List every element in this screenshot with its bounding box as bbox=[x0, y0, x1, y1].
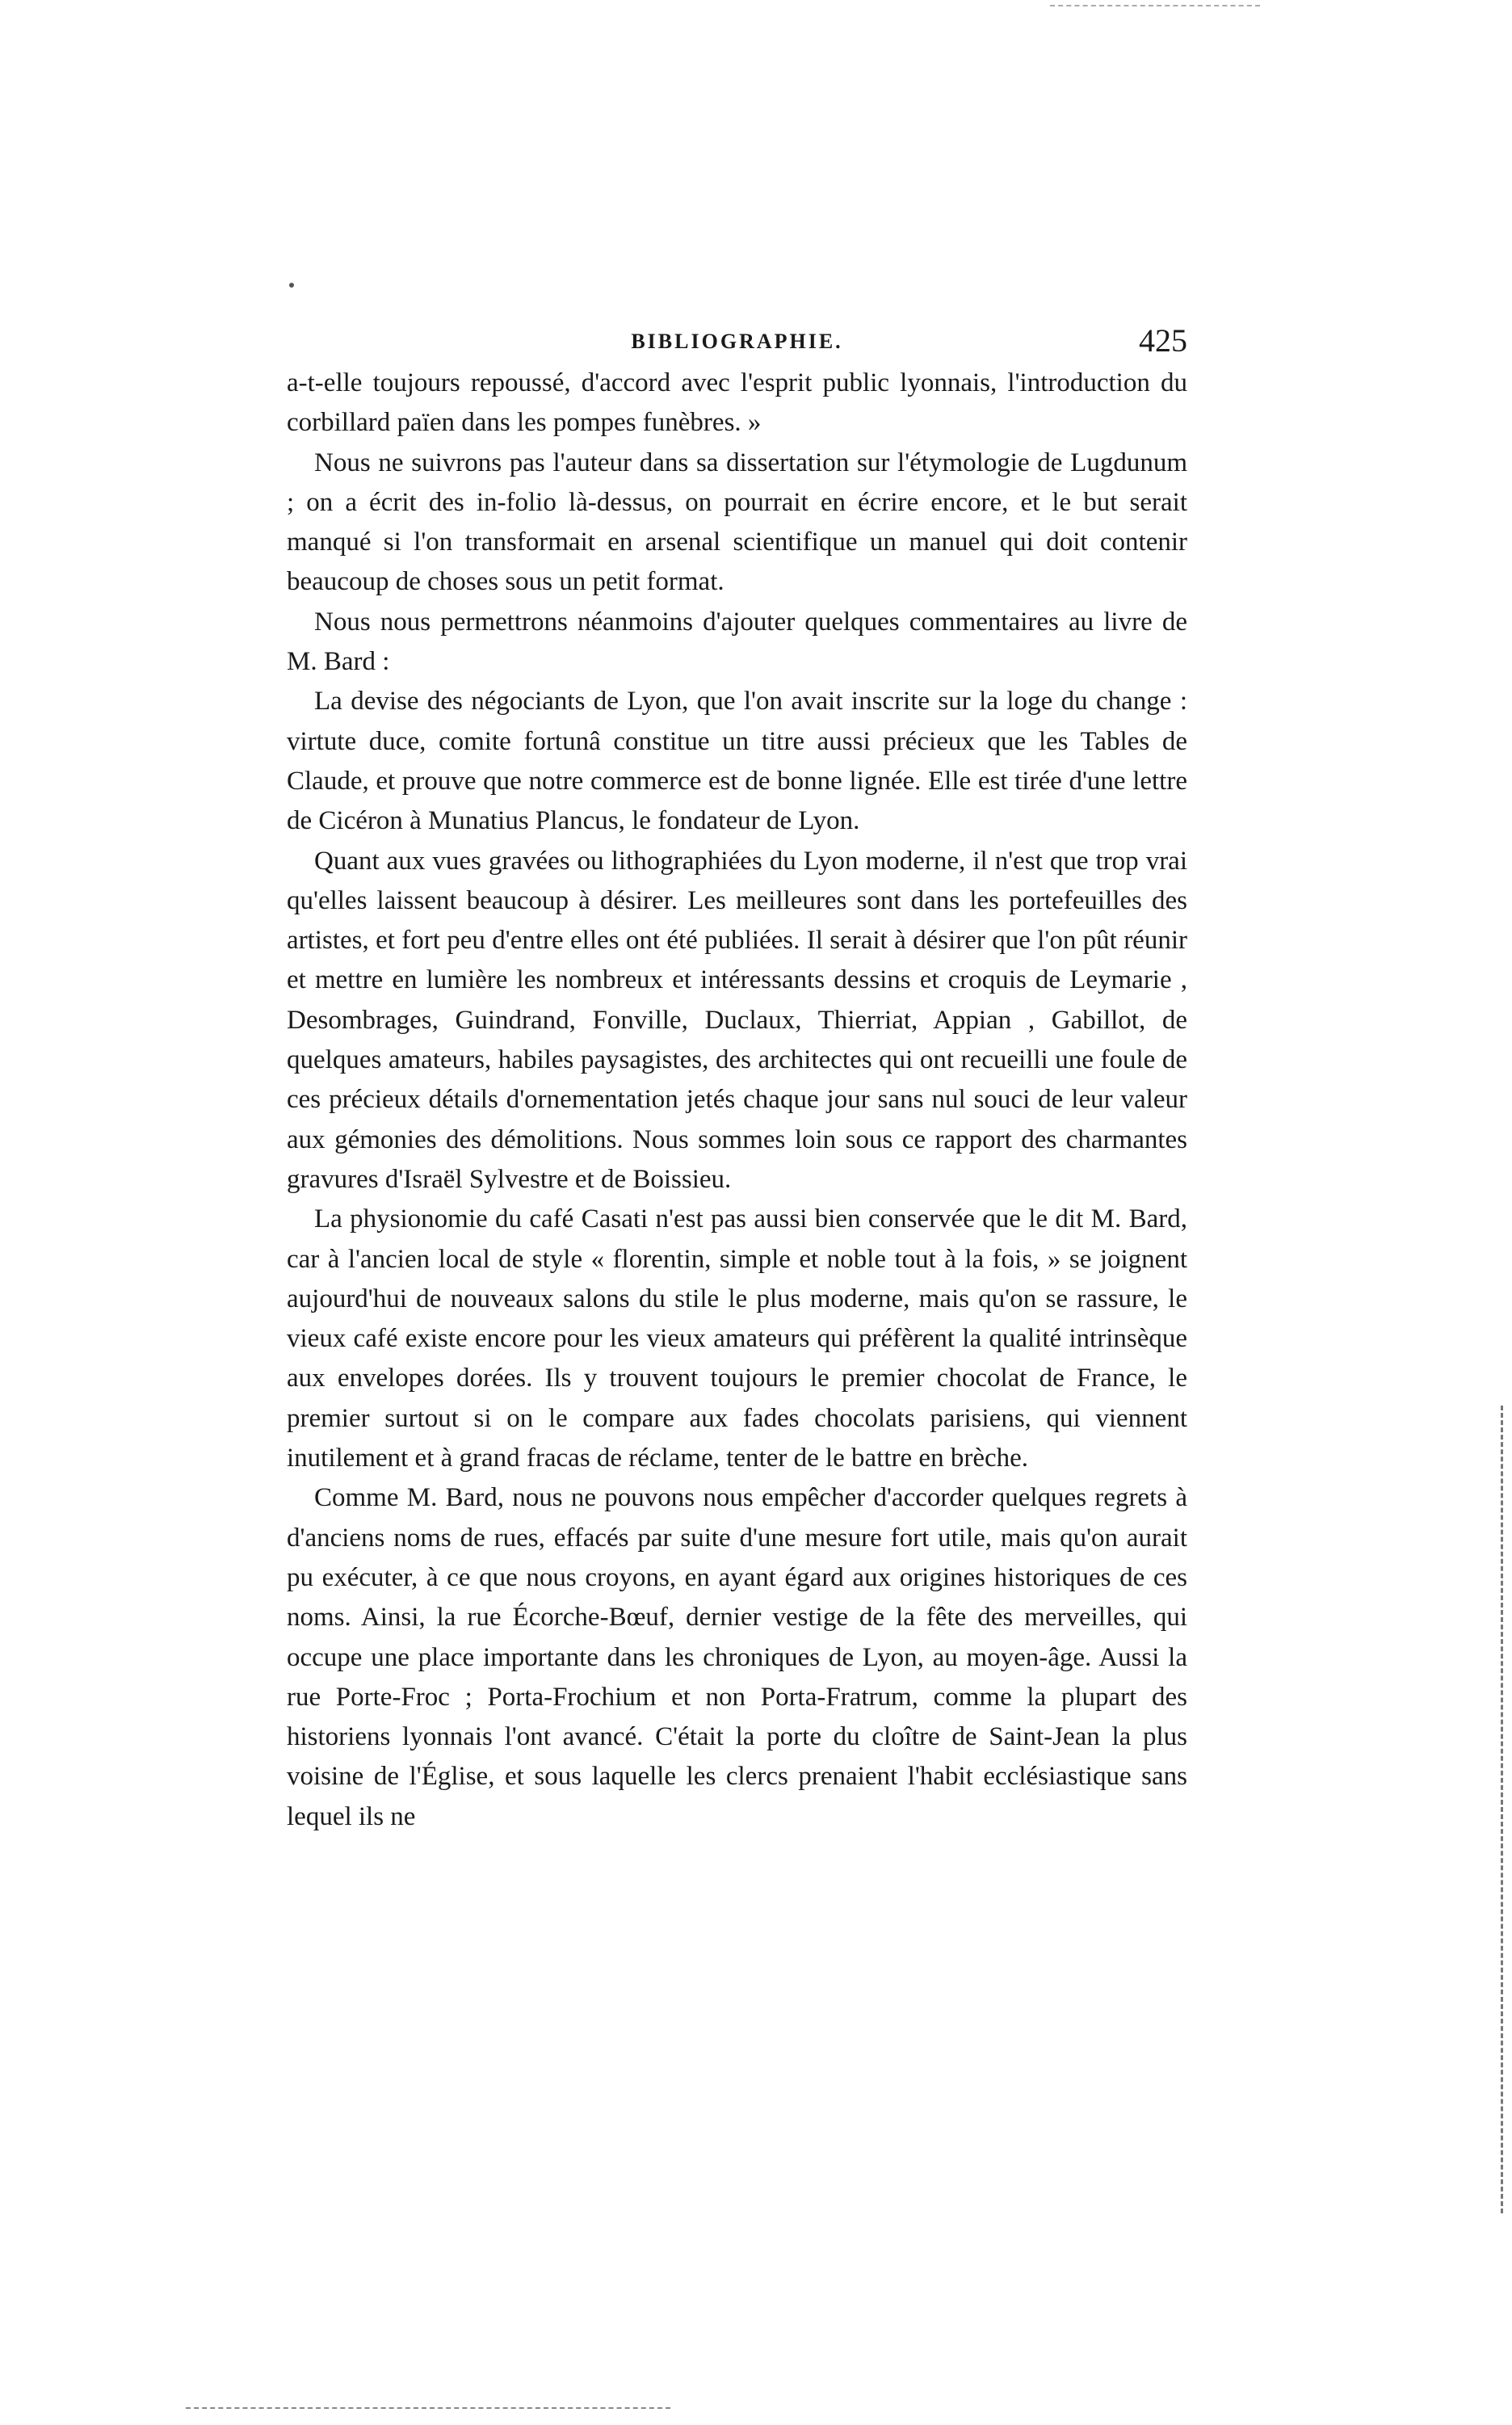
paragraph: a-t-elle toujours repoussé, d'accord avec l'esprit public lyonnais, l'introduction du corbillard païen dans les pompes funèbres. » bbox=[287, 368, 1187, 438]
paragraph: Quant aux vues gravées ou lithographiées du Lyon moderne, il n'est que trop vrai qu'elles laissent beaucoup à désirer. Les meilleures sont dans les portefeuilles des artistes, et fort peu d'entre elles ont été publiées. Il serait à désirer que l'on pût réunir et mettre en lumière les nombreux et intéressants dessins et croquis de Leymarie , Desombrages, Guindrand, Fonville, Duclaux, Thierriat, Appian , Gabillot, de quelques amateurs, habiles paysagistes, des architectes qui ont recueilli une foule de ces précieux détails d'ornementation jetés chaque jour sans nul souci de leur valeur aux gémonies des démolitions. Nous sommes loin sous ce rapport des charmantes gravures d'Israël Sylvestre et de Boissieu. bbox=[287, 846, 1187, 1194]
scan-bottom-edge bbox=[186, 2407, 670, 2409]
paragraph: Nous ne suivrons pas l'auteur dans sa dissertation sur l'étymologie de Lugdunum ; on a écrit des in-folio là-dessus, on pourrait en écrire encore, et le but serait manqué si l'on transformait en arsenal scientifique un manuel qui doit contenir beaucoup de choses sous un petit format. bbox=[287, 448, 1187, 597]
body-text bbox=[287, 364, 1187, 1837]
paragraph: Comme M. Bard, nous ne pouvons nous empêcher d'accorder quelques regrets à d'anciens noms de rues, effacés par suite d'une mesure fort utile, mais qu'on aurait pu exécuter, à ce que nous croyons, en ayant égard aux origines historiques de ces noms. Ainsi, la rue Écorche-Bœuf, dernier vestige de la fête des merveilles, qui occupe une place importante dans les chroniques de Lyon, au moyen-âge. Aussi la rue Porte-Froc ; Porta-Frochium et non Porta-Fratrum, comme la plupart des historiens lyonnais l'ont avancé. C'était la porte du cloître de Saint-Jean la plus voisine de l'Église, et sous laquelle les clercs prenaient l'habit ecclésiastique sans lequel ils ne bbox=[287, 1483, 1187, 1831]
page-number: 425 bbox=[1139, 322, 1187, 359]
paragraph: La devise des négociants de Lyon, que l'on avait inscrite sur la loge du change : virtute duce, comite fortunâ constitue un titre aussi précieux que les Tables de Claude, et prouve que notre commerce est de bonne lignée. Elle est tirée d'une lettre de Cicéron à Munatius Plancus, le fondateur de Lyon. bbox=[287, 687, 1187, 836]
scan-margin-marks bbox=[1501, 1406, 1506, 2213]
scan-speck bbox=[289, 283, 294, 288]
running-title: BIBLIOGRAPHIE. bbox=[631, 330, 843, 353]
paragraph: Nous nous permettrons néanmoins d'ajouter quelques commentaires au livre de M. Bard : bbox=[287, 607, 1187, 677]
scan-top-edge bbox=[1050, 5, 1260, 6]
paragraph: La physionomie du café Casati n'est pas aussi bien conservée que le dit M. Bard, car à l'ancien local de style « florentin, simple et noble tout à la fois, » se joignent aujourd'hui de nouveaux salons du stile le plus moderne, mais qu'on se rassure, le vieux café existe encore pour les vieux amateurs qui préfèrent la qualité intrinsèque aux envelopes dorées. Ils y trouvent toujours le premier chocolat de France, le premier surtout si on le compare aux fades chocolats parisiens, qui viennent inutilement et à grand fracas de réclame, tenter de le battre en brèche. bbox=[287, 1204, 1187, 1473]
